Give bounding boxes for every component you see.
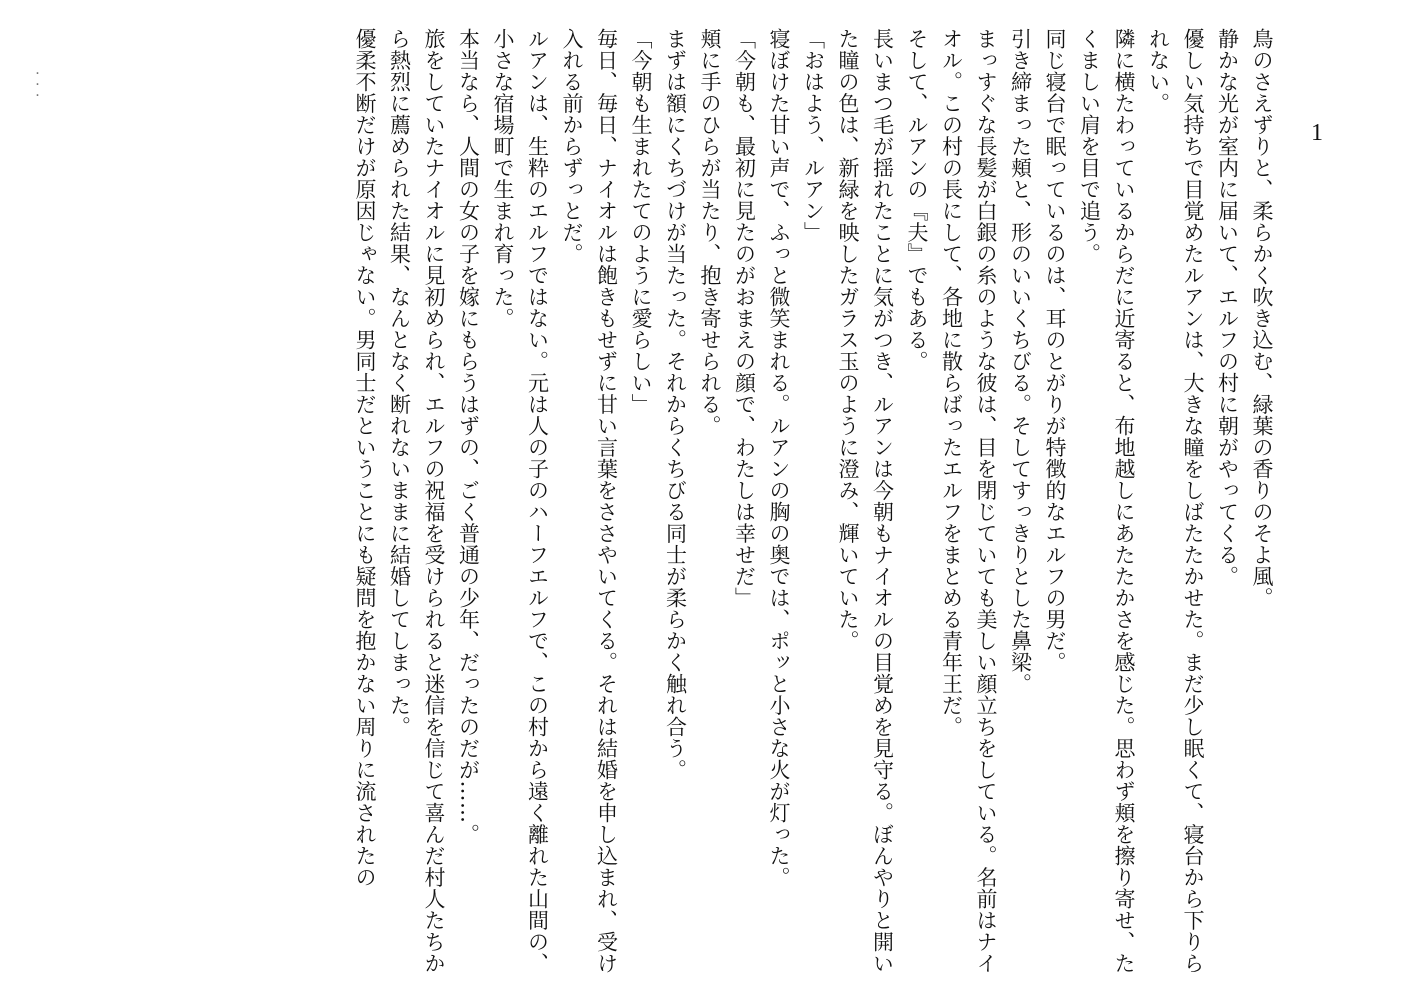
paragraph: 旅をしていたナイオルに見初められ、エルフの祝福を受けられると迷信を信じて喜んだ村人たちから熱烈に薦められた結果、なんとなく断れないままに結婚してしまった。 <box>387 28 446 974</box>
corner-mark: ・・・ <box>30 68 41 101</box>
paragraph: 「今朝も生まれたてのように愛らしい」 <box>629 28 653 415</box>
paragraph: 同じ寝台で眠っているのは、耳のとがりが特徴的なエルフの男だ。 <box>1043 28 1067 673</box>
paragraph: まずは額にくちづけが当たった。それからくちびる同士が柔らかく触れ合う。 <box>663 28 688 781</box>
body-text <box>348 28 1280 983</box>
paragraph: 優しい気持ちで目覚めたルアンは、大きな瞳をしばたたかせた。まだ少し眠くて、寝台から下りられない。 <box>1146 28 1205 974</box>
paragraph: 長いまつ毛が揺れたことに気がつき、ルアンは今朝もナイオルの目覚めを見守る。ぼんやりと開いた瞳の色は、新緑を映したガラス玉のように澄み、輝いていた。 <box>836 28 895 974</box>
paragraph: 本当なら、人間の女の子を嫁にもらうはずの、ごく普通の少年、だったのだが……。 <box>456 28 481 845</box>
paragraph: 寝ぼけた甘い声で、ふっと微笑まれる。ルアンの胸の奥では、ポッと小さな火が灯った。 <box>767 28 791 888</box>
paragraph: そして、ルアンの『夫』でもある。 <box>905 28 929 372</box>
paragraph: 「おはよう、ルアン」 <box>801 28 826 243</box>
paragraph: まっすぐな長髪が白銀の糸のような彼は、目を閉じていても美しい顔立ちをしている。名前はナイオル。この村の長にして、各地に散らばったエルフをまとめる青年王だ。 <box>939 28 998 974</box>
paragraph: ルアンは、生粋のエルフではない。元は人の子のハーフエルフで、この村から遠く離れた山間の、小さな宿場町で生まれ育った。 <box>491 28 550 974</box>
paragraph: 引き締まった頬と、形のいいくちびる。そしてすっきりとした鼻梁。 <box>1008 28 1033 695</box>
paragraph: 「今朝も、最初に見たのがおまえの顔で、わたしは幸せだ」 <box>732 28 757 609</box>
paragraph: 頬に手のひらが当たり、抱き寄せられる。 <box>698 28 722 437</box>
chapter-number: 1 <box>1311 120 1323 146</box>
paragraph: 毎日、毎日、ナイオルは飽きもせずに甘い言葉をささやいてくる。それは結婚を申し込まれ、受け入れる前からずっとだ。 <box>560 28 619 974</box>
paragraph: 隣に横たわっているからだに近寄ると、布地越しにあたたかさを感じた。思わず頬を擦り寄せ、たくましい肩を目で追う。 <box>1077 28 1136 974</box>
paragraph: 優柔不断だけが原因じゃない。男同士だということにも疑問を抱かない周りに流されたの <box>353 28 377 888</box>
paragraph: 静かな光が室内に届いて、エルフの村に朝がやってくる。 <box>1215 28 1240 587</box>
paragraph: 鳥のさえずりと、柔らかく吹き込む、緑葉の香りのそよ風。 <box>1250 28 1274 609</box>
